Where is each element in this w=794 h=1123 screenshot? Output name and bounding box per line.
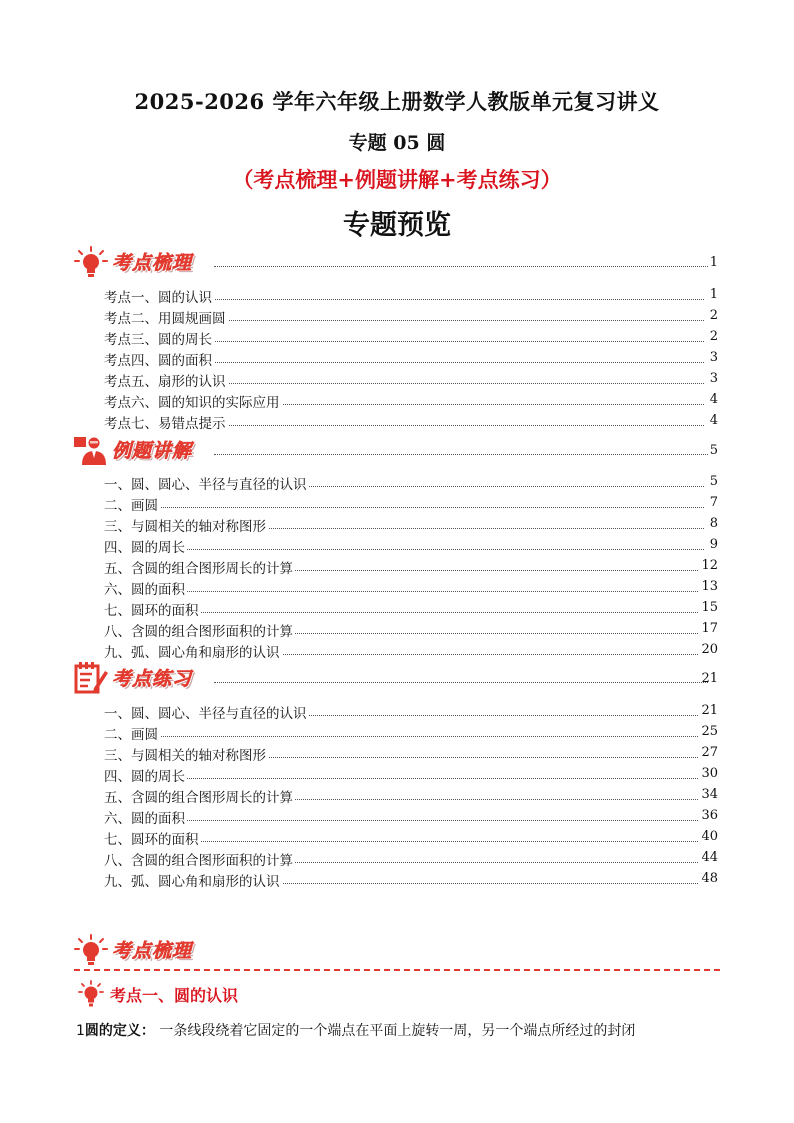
toc-section-liti-jiangjie[interactable] [74,434,718,464]
toc-item[interactable]: 四、圆的周长 30 [104,766,718,785]
definition-paragraph [76,1020,736,1040]
toc-item[interactable]: 三、与圆相关的轴对称图形 27 [104,745,718,764]
toc-section-page: 5 [709,443,718,458]
toc-item[interactable]: 一、圆、圆心、半径与直径的认识 5 [104,474,718,493]
toc-leader-dots [214,682,708,683]
toc-section-kaodian-shuli[interactable] [74,246,718,276]
toc-item[interactable]: 六、圆的面积 13 [104,579,718,598]
document-title: 2025-2026 学年六年级上册数学人教版单元复习讲义 [134,89,660,114]
teacher-icon [74,434,108,466]
lightbulb-icon [74,246,108,278]
paragraph-number: 1 [76,1023,85,1039]
toc-section-label: 例题讲解 [112,440,193,462]
toc-item[interactable]: 考点四、圆的面积 3 [104,350,718,369]
notepad-pencil-icon [74,662,108,694]
toc-item[interactable]: 考点六、圆的知识的实际应用 4 [104,392,718,411]
toc-section-kaodian-lianxi[interactable] [74,662,718,692]
toc-item[interactable]: 考点二、用圆规画圆 2 [104,308,718,327]
toc-item[interactable]: 考点五、扇形的认识 3 [104,371,718,390]
toc-leader-dots [214,454,708,455]
section-heading-kaodian-shuli [74,934,274,966]
toc-item[interactable]: 五、含圆的组合图形周长的计算 34 [104,787,718,806]
overview-heading: 专题预览 [343,210,451,241]
toc-item[interactable]: 考点七、易错点提示 4 [104,413,718,432]
document-tagline: （考点梳理+例题讲解+考点练习） [232,167,562,192]
toc-item[interactable]: 九、弧、圆心角和扇形的认识 20 [104,642,718,661]
lightbulb-icon [78,980,104,1008]
toc-item[interactable]: 七、圆环的面积 15 [104,600,718,619]
toc-section-page: 21 [701,671,718,686]
toc-item[interactable]: 八、含圆的组合图形面积的计算 17 [104,621,718,640]
toc-item[interactable]: 六、圆的面积 36 [104,808,718,827]
definition-text: 一条线段绕着它固定的一个端点在平面上旋转一周，另一个端点所经过的封闭 [159,1023,636,1039]
toc-item[interactable]: 二、画圆 7 [104,495,718,514]
toc-item[interactable]: 三、与圆相关的轴对称图形 8 [104,516,718,535]
subsection-heading [78,978,378,1008]
toc-section-page: 1 [709,255,718,270]
toc-item[interactable]: 一、圆、圆心、半径与直径的认识 21 [104,703,718,722]
toc-item[interactable]: 考点三、圆的周长 2 [104,329,718,348]
dashed-divider [74,969,720,971]
subsection-label: 考点一、圆的认识 [110,986,239,1005]
document-subtitle: 专题 05 圆 [348,132,446,154]
toc-section-label: 考点梳理 [112,252,193,274]
toc-leader-dots [214,266,708,267]
toc-item[interactable]: 五、含圆的组合图形周长的计算 12 [104,558,718,577]
toc-item[interactable]: 九、弧、圆心角和扇形的认识 48 [104,871,718,890]
toc-item[interactable]: 八、含圆的组合图形面积的计算 44 [104,850,718,869]
definition-term: 圆的定义： [84,1023,155,1039]
lightbulb-icon [74,934,108,966]
section-label: 考点梳理 [112,940,193,962]
toc-item[interactable]: 四、圆的周长 9 [104,537,718,556]
toc-section-label: 考点练习 [112,668,193,690]
toc-item[interactable]: 二、画圆 25 [104,724,718,743]
toc-item[interactable]: 七、圆环的面积 40 [104,829,718,848]
toc-item[interactable]: 考点一、圆的认识 1 [104,287,718,306]
